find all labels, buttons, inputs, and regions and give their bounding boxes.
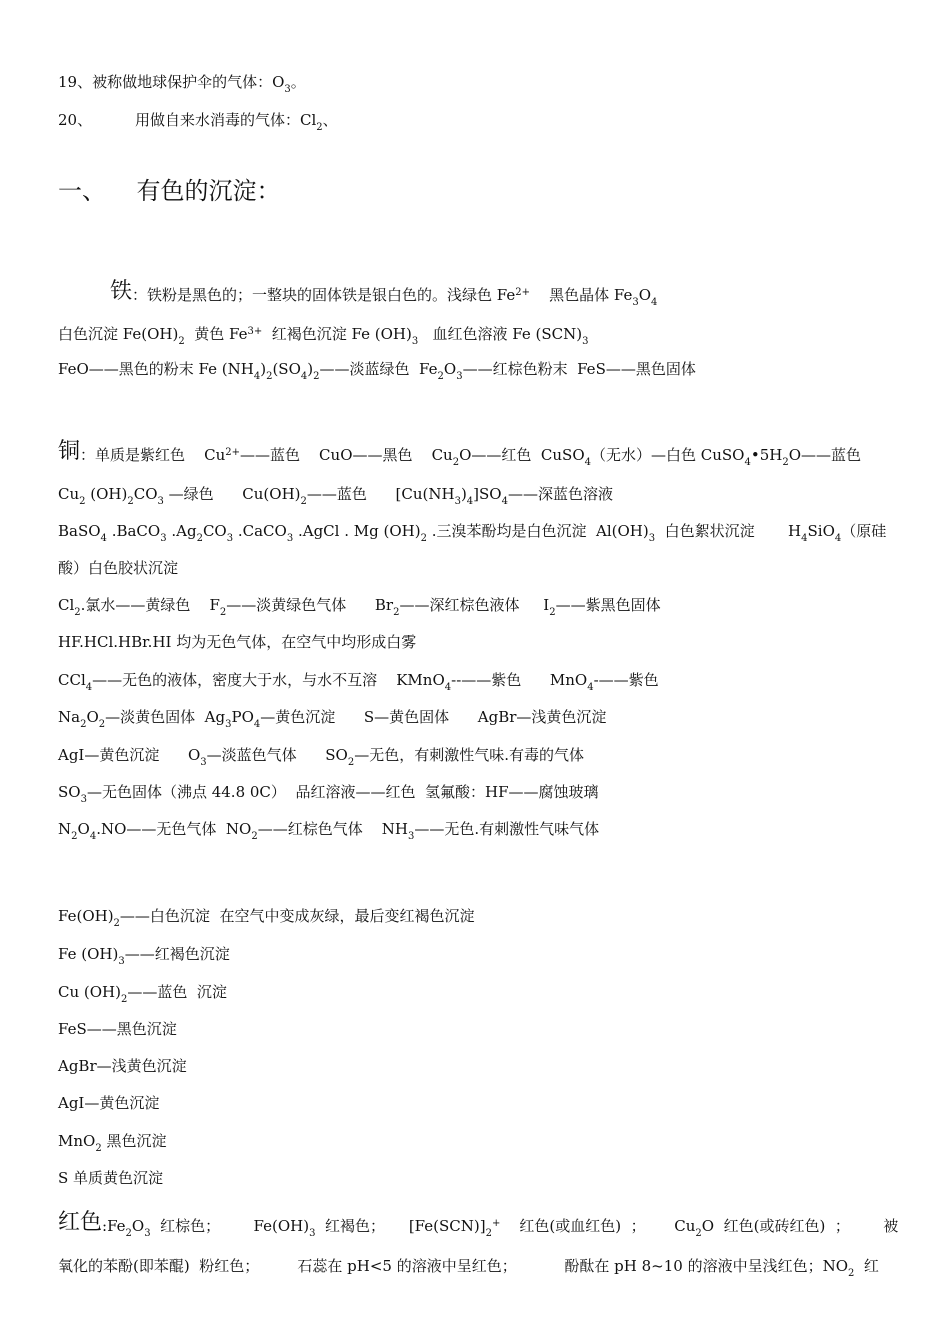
text-run: ——白色沉淀 在空气中变成灰绿，最后变红褐色沉淀	[119, 907, 475, 925]
subscript: 2	[178, 336, 185, 347]
subscript: 3	[200, 757, 207, 768]
text-run: )	[460, 485, 467, 503]
text-run: Cl	[58, 596, 75, 614]
subscript: 2	[848, 1268, 855, 1279]
subscript: 2	[485, 1228, 492, 1239]
copper-intro-line	[58, 439, 862, 473]
nitrogen-oxides-line	[58, 819, 599, 847]
subscript: 2	[196, 533, 203, 544]
subscript: 3	[118, 956, 125, 967]
yellow-solids-line	[58, 707, 606, 735]
superscript: 3+	[247, 326, 263, 337]
subscript: 2	[452, 457, 460, 468]
text-run: Fe (OH)	[58, 945, 119, 963]
text-run: -——紫色	[593, 671, 659, 689]
text-run: S 单质黄色沉淀	[58, 1169, 164, 1187]
subscript: 2	[79, 496, 86, 507]
text-run: (OH)	[85, 485, 128, 503]
text-run: .三溴苯酚均是白色沉淀 Al(OH)	[426, 522, 649, 540]
text-run: .BaCO	[106, 522, 161, 540]
subscript: 2	[219, 607, 227, 618]
red-color-line	[58, 1210, 899, 1244]
subscript: 4	[100, 533, 107, 544]
subscript: 4	[89, 831, 97, 842]
subscript: 4	[587, 682, 594, 693]
subscript: 2	[80, 719, 87, 730]
text-run: 白色沉淀 Fe(OH)	[58, 325, 179, 343]
text-run: 红色(或血红色) ； Cu	[500, 1217, 696, 1235]
subscript: 2	[347, 757, 355, 768]
section-label: 红色	[58, 1210, 103, 1235]
hydrogen-halide-line	[58, 632, 416, 652]
text-run: 红褐色； [Fe(SCN)]	[315, 1217, 486, 1235]
text-run: （原硅	[841, 522, 887, 540]
subscript: 2	[316, 122, 323, 133]
text-run: O——红色 CuSO	[459, 446, 585, 464]
subscript: 2	[437, 371, 444, 382]
text-run: (SO	[272, 360, 301, 378]
subscript: 2	[300, 496, 307, 507]
text-run: ——无色.有刺激性气味气体	[414, 820, 600, 838]
text-run: O——蓝色	[788, 446, 862, 464]
text-run: .Ag	[166, 522, 197, 540]
subscript: 3	[286, 533, 294, 544]
text-run: --——紫色 MnO	[451, 671, 588, 689]
subscript: 2	[266, 371, 273, 382]
line-item-19	[58, 72, 306, 100]
precipitate-list-item	[58, 1131, 166, 1159]
subscript: 2	[393, 607, 400, 618]
text-run: CCl	[58, 671, 86, 689]
text-run: O 红色(或砖红色) ； 被	[701, 1217, 899, 1235]
text-run: Na	[58, 708, 81, 726]
text-run: .氯水——黄绿色 F	[80, 596, 220, 614]
subscript: 2	[71, 831, 78, 842]
text-run: ——蓝色 [Cu(NH	[306, 485, 455, 503]
text-run: ：铁粉是黑色的；一整块的固体铁是银白色的。浅绿色 Fe	[132, 286, 516, 304]
subscript: 4	[466, 496, 474, 507]
subscript: 4	[253, 371, 261, 382]
subscript: 4	[584, 457, 591, 468]
subscript: 4	[85, 682, 93, 693]
text-run: O	[638, 286, 652, 304]
superscript: +	[491, 1218, 501, 1229]
text-run: SiO	[807, 522, 835, 540]
text-run: 20、 用做自来水消毒的气体：Cl	[58, 111, 317, 129]
text-run: FeO——黑色的粉末 Fe (NH	[58, 360, 254, 378]
text-run: 。	[290, 73, 306, 91]
text-run: ——淡黄绿色气体 Br	[226, 596, 394, 614]
text-run: .CaCO	[233, 522, 287, 540]
section-label: 铜	[58, 439, 81, 464]
subscript: 3	[80, 794, 87, 805]
text-run: ——蓝色 沉淀	[127, 983, 227, 1001]
text-run: HF.HCl.HBr.HI 均为无色气体，在空气中均形成白雾	[58, 633, 417, 651]
section-heading	[58, 176, 281, 206]
superscript: 2+	[515, 287, 531, 298]
superscript: 2+	[225, 447, 240, 458]
text-run: Cu	[58, 485, 80, 503]
subscript: 2	[125, 1228, 132, 1239]
text-run: ——红褐色沉淀	[124, 945, 230, 963]
text-run: 血红色溶液 Fe (SCN)	[418, 325, 583, 343]
section-label: 铁	[110, 279, 133, 304]
text-run: AgI—黄色沉淀	[58, 1094, 160, 1112]
precipitate-list-item	[58, 1019, 177, 1039]
text-run: 红棕色； Fe(OH)	[150, 1217, 310, 1235]
halogen-line	[58, 595, 661, 623]
text-run: CO	[133, 485, 158, 503]
text-run: —无色固体（沸点 44.8 0C） 品红溶液——红色 氢氟酸：HF——腐蚀玻璃	[86, 783, 599, 801]
line-item-20	[58, 110, 338, 138]
text-run: —黄色沉淀 S—黄色固体 AgBr—浅黄色沉淀	[260, 708, 607, 726]
text-run: )	[307, 360, 314, 378]
text-run: ——紫黑色固体	[555, 596, 661, 614]
text-run: PO	[231, 708, 254, 726]
text-run: ——淡蓝绿色 Fe	[319, 360, 438, 378]
text-run: —无色，有刺激性气味.有毒的气体	[354, 746, 584, 764]
text-run: ——深蓝色溶液	[507, 485, 613, 503]
text-run: •5H	[750, 446, 783, 464]
text-run: 酸）白色胶状沉淀	[58, 559, 179, 577]
precipitate-list-item	[58, 944, 230, 972]
text-run: O	[443, 360, 457, 378]
text-run: 红褐色沉淀 Fe (OH)	[262, 325, 412, 343]
subscript: 2	[420, 533, 427, 544]
iron-line-2	[58, 322, 589, 352]
iron-intro-line	[110, 279, 658, 313]
red-color-line-cont	[58, 1256, 879, 1284]
subscript: 3	[226, 533, 234, 544]
text-run: MnO	[58, 1132, 96, 1150]
text-run: AgBr—浅黄色沉淀	[58, 1057, 187, 1075]
text-run: .NO——无色气体 NO	[96, 820, 252, 838]
text-run: 红	[854, 1257, 879, 1275]
precipitate-list-item	[58, 1168, 163, 1188]
text-run: BaSO	[58, 522, 101, 540]
so3-line	[58, 782, 598, 810]
subscript: 3	[411, 336, 419, 347]
subscript: 3	[648, 533, 656, 544]
subscript: 3	[582, 336, 589, 347]
subscript: 3	[157, 496, 164, 507]
text-run: 白色絮状沉淀 H	[655, 522, 802, 540]
text-run: CO	[202, 522, 227, 540]
text-run: 、	[322, 111, 338, 129]
subscript: 4	[651, 297, 658, 308]
subscript: 3	[160, 533, 167, 544]
subscript: 2	[121, 994, 128, 1005]
subscript: 3	[408, 831, 415, 842]
text-run: .AgCl . Mg (OH)	[293, 522, 421, 540]
subscript: 4	[744, 457, 751, 468]
subscript: 2	[313, 371, 320, 382]
text-run: ：单质是紫红色 Cu	[80, 446, 226, 464]
subscript: 3	[454, 496, 461, 507]
subscript: 2	[695, 1228, 702, 1239]
copper-line-2	[58, 484, 613, 512]
text-run: O	[77, 820, 90, 838]
text-run: 黑色沉淀	[101, 1132, 167, 1150]
subscript: 2	[251, 831, 258, 842]
subscript: 4	[501, 496, 508, 507]
precipitate-list-item	[58, 1056, 187, 1076]
white-precipitate-line	[58, 521, 886, 549]
text-run: :Fe	[102, 1217, 126, 1235]
subscript: 3	[456, 371, 463, 382]
text-run: 黑色晶体 Fe	[530, 286, 633, 304]
subscript: 2	[127, 496, 134, 507]
iron-line-3	[58, 359, 696, 387]
text-run: 氧化的苯酚(即苯醌) 粉红色； 石蕊在 pH<5 的溶液中呈红色； 酚酞在 pH 8~10 的溶液中呈浅红色；NO	[58, 1257, 849, 1275]
text-run: N	[58, 820, 72, 838]
subscript: 4	[300, 371, 308, 382]
subscript: 4	[834, 533, 842, 544]
text-run: O	[86, 708, 99, 726]
text-run: ]SO	[473, 485, 502, 503]
subscript: 3	[309, 1228, 316, 1239]
precipitate-list-item	[58, 982, 227, 1010]
subscript: 4	[801, 533, 808, 544]
text-run: —淡蓝色气体 SO	[206, 746, 348, 764]
text-run: )	[260, 360, 267, 378]
text-run: ——无色的液体，密度大于水，与水不互溶 KMnO	[92, 671, 445, 689]
text-run: ——蓝色 CuO——黑色 Cu	[239, 446, 453, 464]
text-run: FeS——黑色沉淀	[58, 1020, 177, 1038]
white-precipitate-line-cont	[58, 558, 178, 578]
text-run: —淡黄色固体 Ag	[105, 708, 226, 726]
precipitate-list-item	[58, 1093, 159, 1113]
text-run: ——红棕色气体 NH	[257, 820, 408, 838]
subscript: 2	[782, 457, 789, 468]
subscript: 3	[144, 1228, 151, 1239]
subscript: 2	[549, 607, 556, 618]
subscript: 2	[113, 918, 120, 929]
text-run: Cu (OH)	[58, 983, 121, 1001]
text-run: 黄色 Fe	[184, 325, 248, 343]
precipitate-list-item	[58, 906, 474, 934]
text-run: AgI—黄色沉淀 O	[58, 746, 201, 764]
text-run: （无水）—白色 CuSO	[591, 446, 745, 464]
text-run: SO	[58, 783, 81, 801]
text-run: ——深红棕色液体 I	[399, 596, 550, 614]
subscript: 4	[253, 719, 261, 730]
text-run: 19、被称做地球保护伞的气体：O	[58, 73, 285, 91]
subscript: 2	[95, 1143, 102, 1154]
subscript: 3	[284, 84, 291, 95]
agi-line	[58, 745, 584, 773]
subscript: 4	[444, 682, 452, 693]
subscript: 3	[632, 297, 639, 308]
text-run: O	[131, 1217, 145, 1235]
text-run: —绿色 Cu(OH)	[163, 485, 301, 503]
subscript: 2	[74, 607, 81, 618]
subscript: 3	[225, 719, 232, 730]
text-run: Fe(OH)	[58, 907, 114, 925]
text-run: ——红棕色粉末 FeS——黑色固体	[462, 360, 696, 378]
text-run: 一、 有色的沉淀：	[58, 177, 281, 205]
subscript: 2	[98, 719, 106, 730]
ccl4-line	[58, 670, 659, 698]
